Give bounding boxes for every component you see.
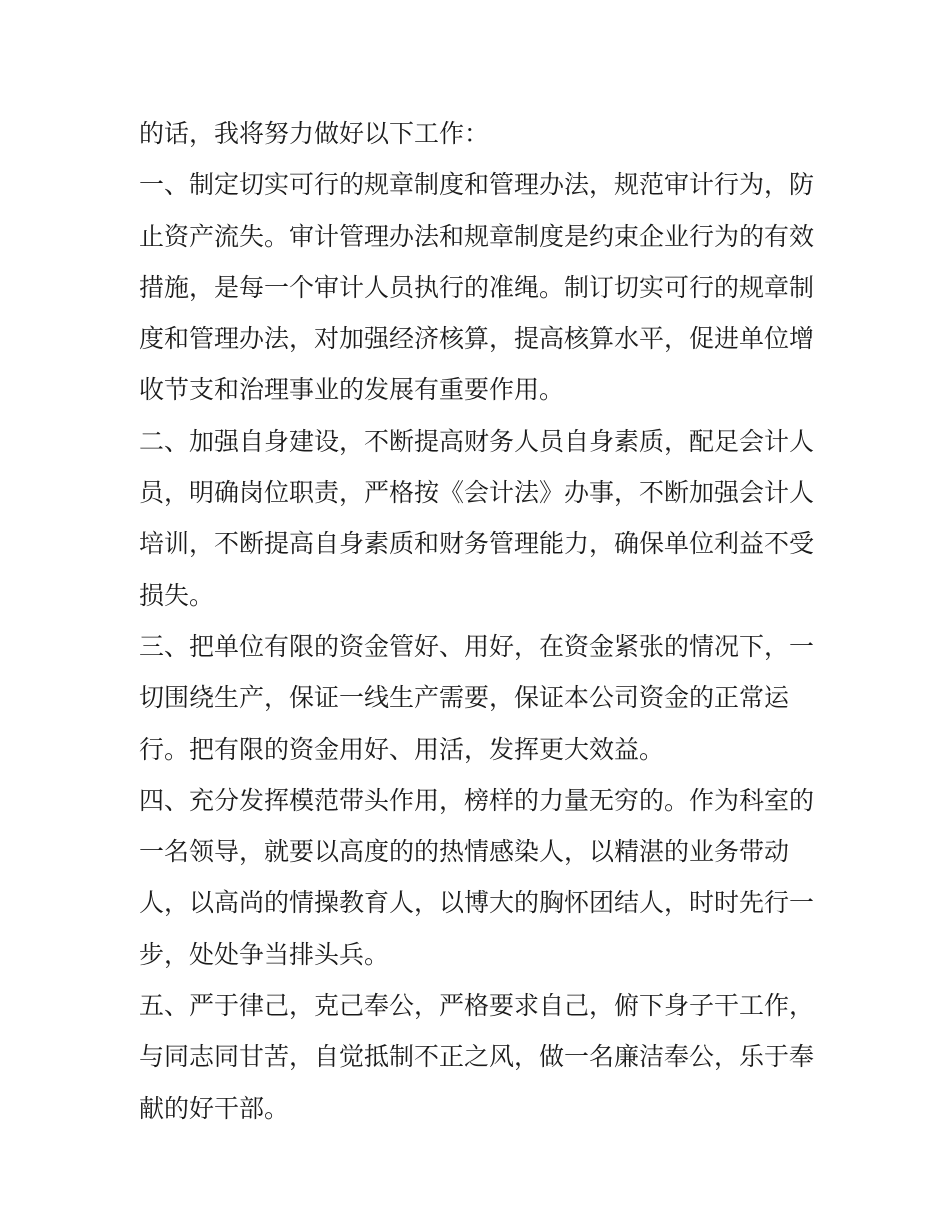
- text-line: 一名领导，就要以高度的的热情感染人，以精湛的业务带动: [139, 837, 790, 867]
- text-line: 行。把有限的资金用好、用活，发挥更大效益。: [139, 734, 665, 764]
- text-line: 的话，我将努力做好以下工作：: [139, 119, 490, 148]
- text-line: 与同志同甘苦，自觉抵制不正之风，做一名廉洁奉公，乐于奉: [139, 1042, 815, 1072]
- document-body: [139, 108, 815, 1134]
- text-line: 收节支和治理事业的发展有重要作用。: [139, 375, 565, 405]
- text-line: 三、把单位有限的资金管好、用好，在资金紧张的情况下，一: [139, 631, 815, 661]
- text-line: 止资产流失。审计管理办法和规章制度是约束企业行为的有效: [139, 221, 815, 251]
- text-line: 一、制定切实可行的规章制度和管理办法，规范审计行为，防: [139, 170, 815, 200]
- text-line: 员，明确岗位职责，严格按《会计法》办事，不断加强会计人: [139, 478, 815, 508]
- text-line: 损失。: [139, 580, 215, 610]
- text-line: 四、充分发挥模范带头作用，榜样的力量无穷的。作为科室的: [139, 785, 815, 815]
- text-line: 培训，不断提高自身素质和财务管理能力，确保单位利益不受: [139, 529, 815, 559]
- text-line: 度和管理办法，对加强经济核算，提高核算水平，促进单位增: [139, 324, 815, 354]
- text-line: 步，处处争当排头兵。: [139, 939, 390, 969]
- text-line: 措施，是每一个审计人员执行的准绳。制订切实可行的规章制: [139, 272, 815, 302]
- text-line: 切围绕生产，保证一线生产需要，保证本公司资金的正常运: [139, 683, 790, 713]
- text-line: 二、加强自身建设，不断提高财务人员自身素质，配足会计人: [139, 426, 815, 456]
- text-line: 献的好干部。: [139, 1093, 290, 1123]
- text-line: 五、严于律己，克己奉公，严格要求自己，俯下身子干工作，: [139, 991, 815, 1021]
- text-line: 人，以高尚的情操教育人，以博大的胸怀团结人，时时先行一: [139, 888, 815, 918]
